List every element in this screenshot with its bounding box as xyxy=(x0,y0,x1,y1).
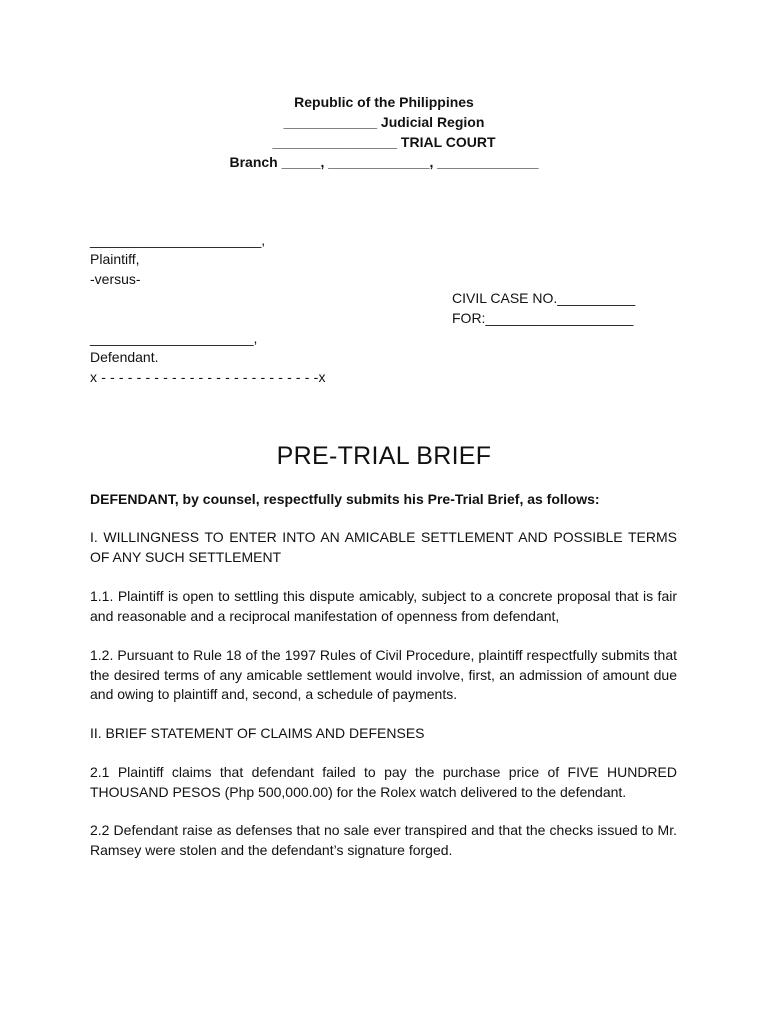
defendant-name-blank: _____________________, xyxy=(90,330,258,346)
paragraph-2-1: 2.1 Plaintiff claims that defendant failed to pay the purchase price of FIVE HUNDRED THOUSAND PESOS (Php 500,000.00) for the Rolex watch delivered to the defendant. xyxy=(90,764,677,800)
caption-separator: x - - - - - - - - - - - - - - - - - - - - - - - - -x xyxy=(90,369,326,385)
paragraph-2-2: 2.2 Defendant raise as defenses that no sale ever transpired and that the checks issued to Mr. Ramsey were stolen and the defendant’s signature forged. xyxy=(90,822,677,858)
paragraph-1-2: 1.2. Pursuant to Rule 18 of the 1997 Rules of Civil Procedure, plaintiff respectfully submits that the desired terms of any amicable settlement would involve, first, an admission of amount due and owing to plaintiff and, second, a schedule of payments. xyxy=(90,647,677,703)
defendant-label: Defendant. xyxy=(90,349,159,365)
caption-republic: Republic of the Philippines xyxy=(294,94,474,110)
caption-branch: Branch _____, _____________, _____________ xyxy=(229,154,539,170)
document-title: PRE-TRIAL BRIEF xyxy=(276,442,492,470)
plaintiff-label: Plaintiff, xyxy=(90,251,140,267)
plaintiff-name-blank: ______________________, xyxy=(90,232,266,248)
section-1-heading: I. WILLINGNESS TO ENTER INTO AN AMICABLE SETTLEMENT AND POSSIBLE TERMS OF ANY SUCH SETTLEMENT xyxy=(90,529,677,565)
versus-label: -versus- xyxy=(90,271,141,287)
case-for-field: FOR:___________________ xyxy=(452,310,634,326)
caption-trial-court: ________________ TRIAL COURT xyxy=(272,134,496,150)
intro-paragraph: DEFENDANT, by counsel, respectfully submits his Pre-Trial Brief, as follows: xyxy=(90,491,600,507)
paragraph-1-1: 1.1. Plaintiff is open to settling this dispute amicably, subject to a concrete proposal that is fair and reasonable and a reciprocal manifestation of openness from defendant, xyxy=(90,588,677,624)
civil-case-number: CIVIL CASE NO.__________ xyxy=(452,290,636,306)
caption-judicial-region: ____________ Judicial Region xyxy=(283,114,485,130)
section-2-heading: II. BRIEF STATEMENT OF CLAIMS AND DEFENSES xyxy=(90,725,425,741)
